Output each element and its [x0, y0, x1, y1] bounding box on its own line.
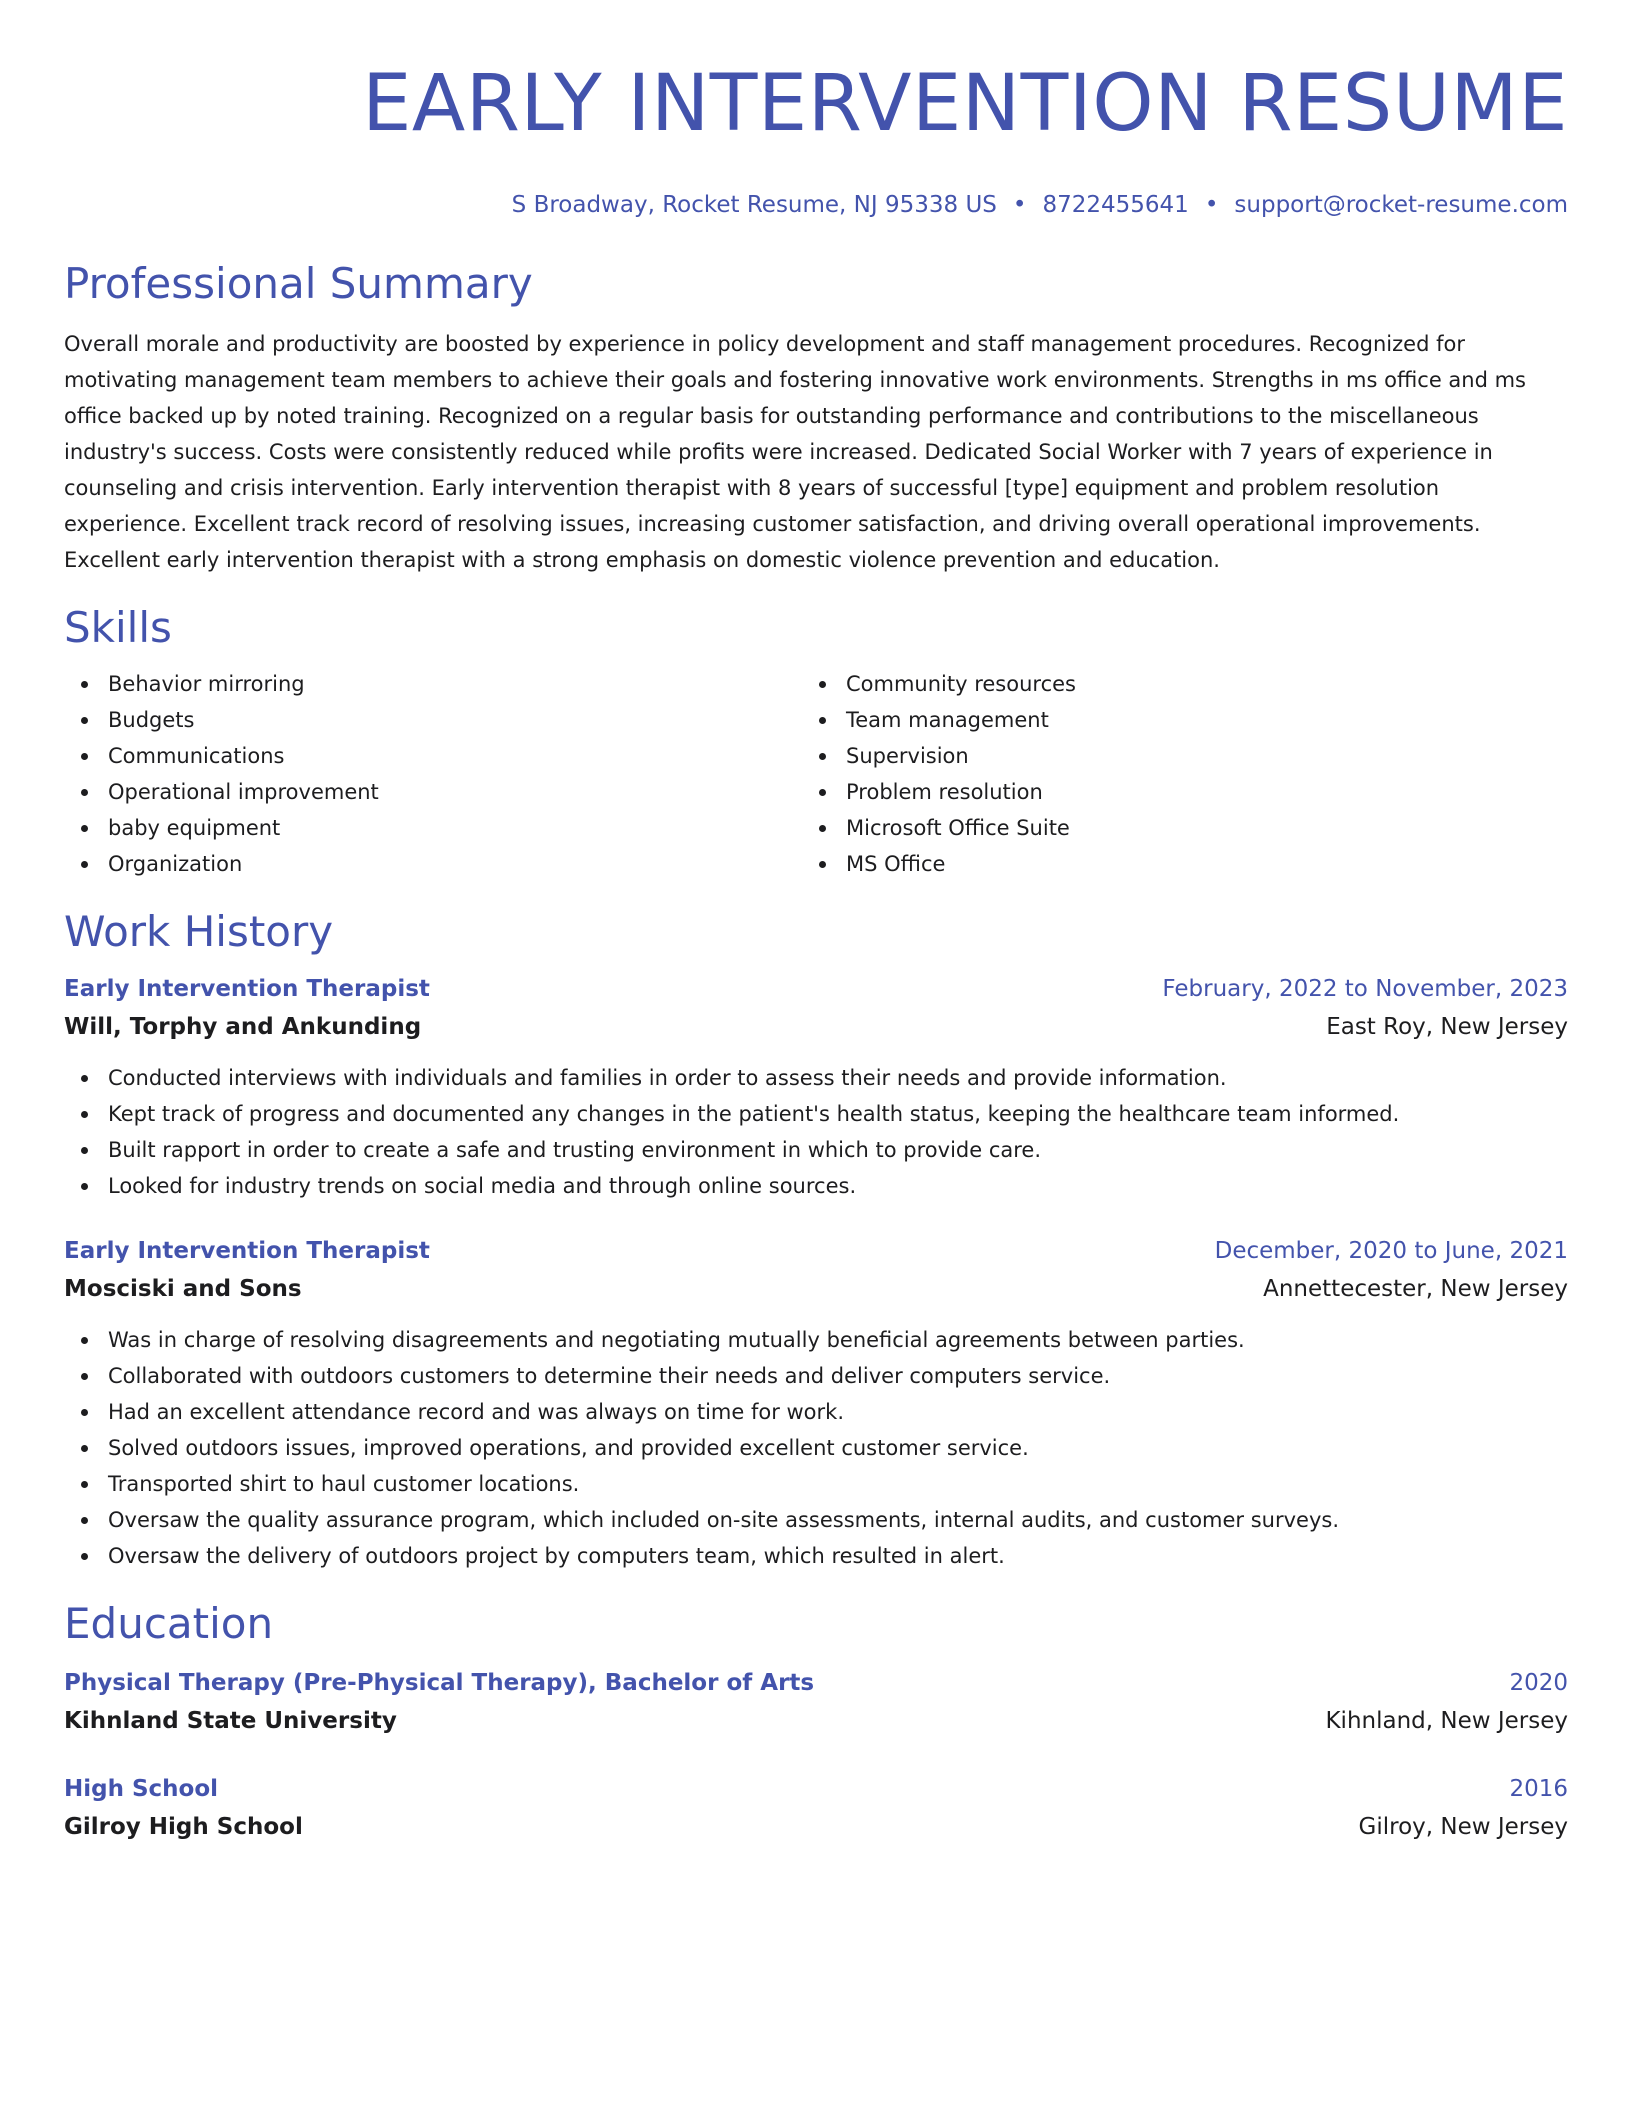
job-header	[64, 974, 1568, 1004]
job-duty: Transported shirt to haul customer locations.	[64, 1466, 1568, 1502]
skill-item: MS Office	[802, 846, 1540, 882]
contact-phone: 8722455641	[1042, 192, 1189, 218]
skill-item: Team management	[802, 702, 1540, 738]
job-duty: Built rapport in order to create a safe and trusting environment in which to provide care.	[64, 1132, 1568, 1168]
skill-item: Problem resolution	[802, 774, 1540, 810]
skills-list	[64, 666, 1568, 882]
job-header	[64, 1236, 1568, 1266]
education-header	[64, 1774, 1568, 1804]
job-dates: February, 2022 to November, 2023	[1162, 976, 1568, 1002]
job-duty: Conducted interviews with individuals and families in order to assess their needs and provide information.	[64, 1060, 1568, 1096]
job-dates: December, 2020 to June, 2021	[1214, 1238, 1568, 1264]
job-entry	[64, 974, 1568, 1204]
job-duty: Solved outdoors issues, improved operations, and provided excellent customer service.	[64, 1430, 1568, 1466]
skills-column-left	[64, 666, 802, 882]
skill-item: Organization	[64, 846, 802, 882]
contact-separator: •	[1012, 192, 1027, 218]
education-school: Kihnland State University	[64, 1708, 397, 1734]
job-employer: Will, Torphy and Ankunding	[64, 1014, 422, 1040]
resume-title: EARLY INTERVENTION RESUME	[362, 59, 1568, 149]
education-header	[64, 1668, 1568, 1698]
job-title: Early Intervention Therapist	[64, 976, 430, 1002]
job-title: Early Intervention Therapist	[64, 1238, 430, 1264]
skill-item: Microsoft Office Suite	[802, 810, 1540, 846]
contact-line	[64, 190, 1568, 220]
skill-item: Communications	[64, 738, 802, 774]
job-duties	[64, 1322, 1568, 1574]
skills-column-right	[802, 666, 1540, 882]
job-duty: Looked for industry trends on social media and through online sources.	[64, 1168, 1568, 1204]
education-year: 2016	[1509, 1776, 1568, 1802]
education-heading: Education	[64, 1599, 274, 1648]
job-employer: Mosciski and Sons	[64, 1276, 302, 1302]
job-location: East Roy, New Jersey	[1326, 1014, 1568, 1040]
education-school-row	[64, 1812, 1568, 1842]
job-entry	[64, 1236, 1568, 1574]
education-location: Kihnland, New Jersey	[1325, 1708, 1568, 1734]
skill-item: Operational improvement	[64, 774, 802, 810]
contact-address: S Broadway, Rocket Resume, NJ 95338 US	[511, 192, 997, 218]
job-duty: Kept track of progress and documented any changes in the patient's health status, keeping the healthcare team informed.	[64, 1096, 1568, 1132]
job-duty: Had an excellent attendance record and was always on time for work.	[64, 1394, 1568, 1430]
education-location: Gilroy, New Jersey	[1358, 1814, 1568, 1840]
job-duty: Oversaw the delivery of outdoors project by computers team, which resulted in alert.	[64, 1538, 1568, 1574]
skill-item: Community resources	[802, 666, 1540, 702]
job-duty: Was in charge of resolving disagreements and negotiating mutually beneficial agreements between parties.	[64, 1322, 1568, 1358]
education-entry	[64, 1668, 1568, 1736]
summary-text: Overall morale and productivity are boosted by experience in policy development and staff management procedures. Recognized for motivating management team members to achieve their goals and fostering innovative work environments. Strengths in ms office and ms office backed up by noted training. Recognized on a regular basis for outstanding performance and contributions to the miscellaneous industry's success. Costs were consistently reduced while profits were increased. Dedicated Social Worker with 7 years of experience in counseling and crisis intervention. Early intervention therapist with 8 years of successful [type] equipment and problem resolution experience. Excellent track record of resolving issues, increasing customer satisfaction, and driving overall operational improvements. Excellent early intervention therapist with a strong emphasis on domestic violence prevention and education.	[64, 332, 1526, 572]
job-employer-row	[64, 1012, 1568, 1042]
education-entry	[64, 1774, 1568, 1842]
summary-heading: Professional Summary	[64, 259, 533, 308]
education-degree: High School	[64, 1776, 219, 1802]
skill-item: Budgets	[64, 702, 802, 738]
skill-item: Behavior mirroring	[64, 666, 802, 702]
job-duty: Oversaw the quality assurance program, which included on-site assessments, internal audits, and customer surveys.	[64, 1502, 1568, 1538]
skill-item: Supervision	[802, 738, 1540, 774]
contact-separator: •	[1204, 192, 1219, 218]
job-employer-row	[64, 1274, 1568, 1304]
education-school-row	[64, 1706, 1568, 1736]
job-location: Annettecester, New Jersey	[1263, 1276, 1568, 1302]
skills-heading: Skills	[64, 603, 172, 652]
education-school: Gilroy High School	[64, 1814, 303, 1840]
job-duty: Collaborated with outdoors customers to determine their needs and deliver computers service.	[64, 1358, 1568, 1394]
skill-item: baby equipment	[64, 810, 802, 846]
job-duties	[64, 1060, 1568, 1204]
work-history-heading: Work History	[64, 907, 334, 956]
education-degree: Physical Therapy (Pre-Physical Therapy), Bachelor of Arts	[64, 1670, 815, 1696]
education-year: 2020	[1509, 1670, 1568, 1696]
contact-email: support@rocket-resume.com	[1234, 192, 1568, 218]
